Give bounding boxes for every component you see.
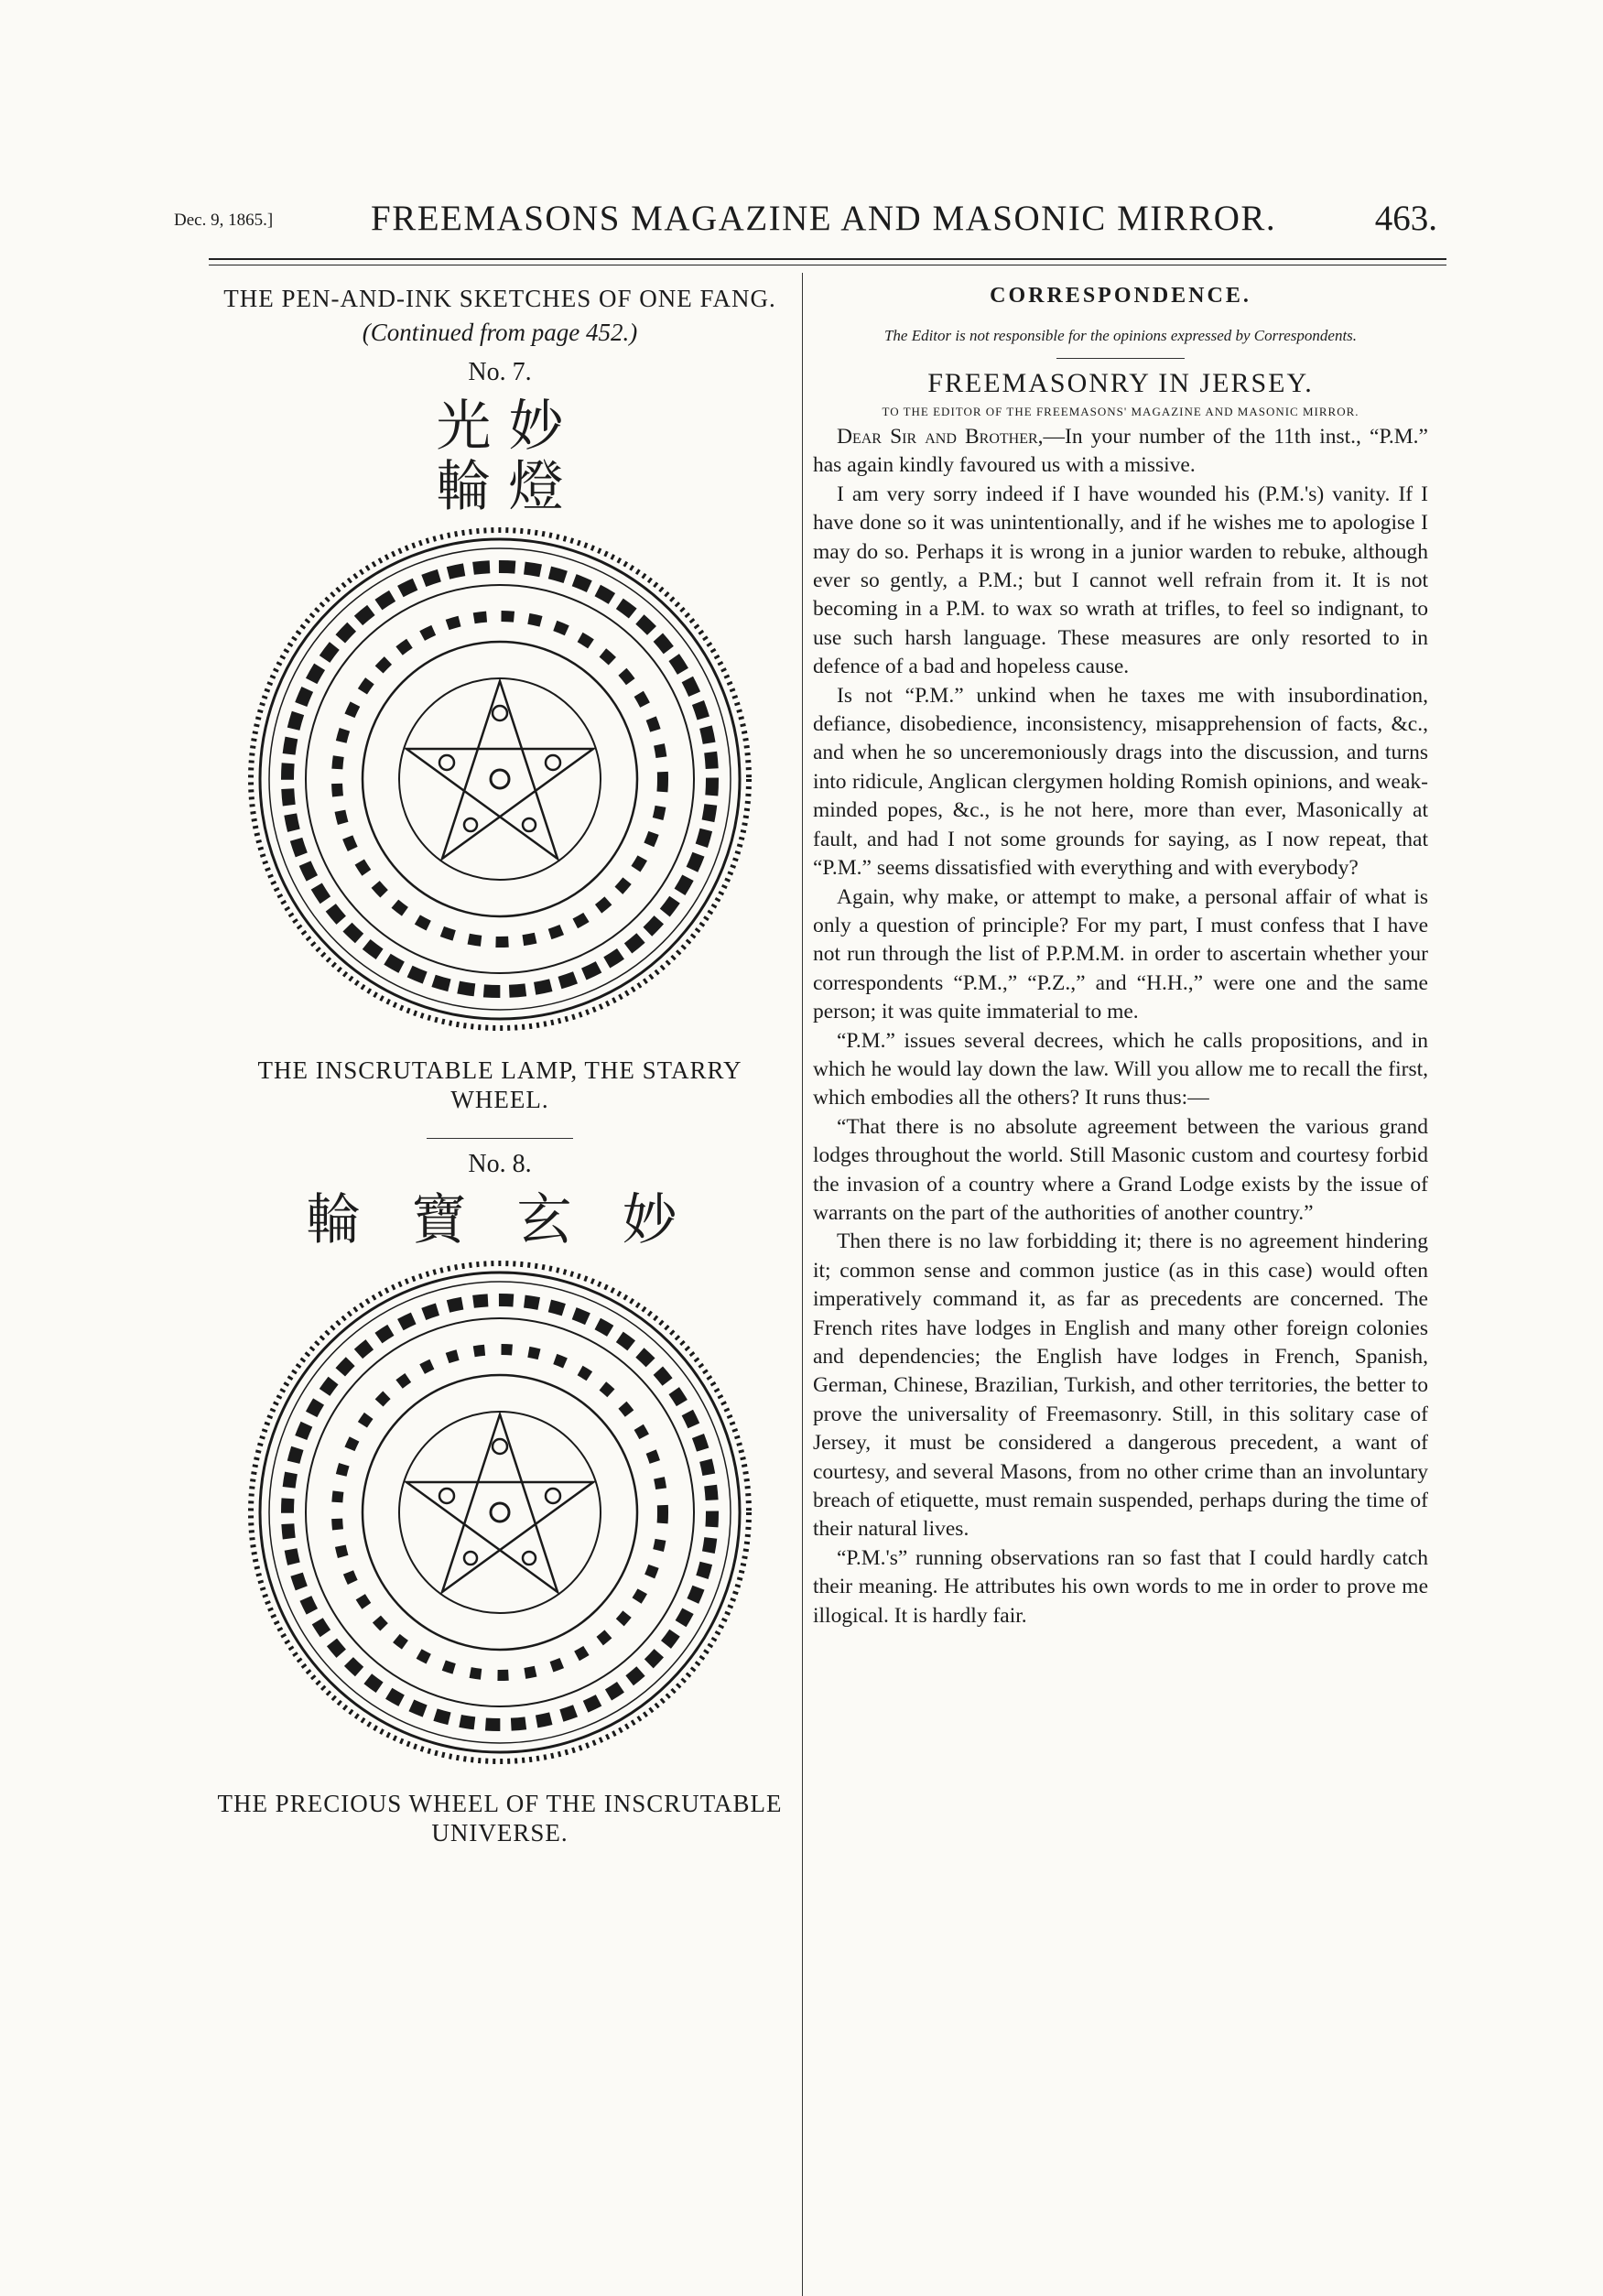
quoted-paragraph: “That there is no absolute agreement between the various grand lodges throughout the world. Still Masonic custom and courtesy forbid the invasion of a country where a Grand Lodge exists by the issue of warrants on the part of the authorities of another country.” [813, 1114, 1428, 1225]
separator [427, 1138, 573, 1139]
sketch-caption: THE PRECIOUS WHEEL OF THE INSCRUTABLE UNIVERSE. [217, 1790, 783, 1847]
separator [1056, 358, 1185, 359]
letter-heading: FREEMASONRY IN JERSEY. [927, 368, 1314, 398]
column-divider [802, 273, 803, 2296]
chinese-inscription: 光 妙 輪 燈 [436, 395, 564, 519]
paragraph: I am very sorry indeed if I have wounded his (P.M.'s) vanity. If I have done so it was unintentionally, and if he wishes me to apologise I may do so. Perhaps it is wrong in a junior warden to rebuke, although ever so gently, a P.M.; but I cannot well refrain from it. It is not becoming in a P.M. to wax so wrath at trifles, to feel so indignant, to use such harsh language. These measures are only resorted to in defence of a bad and hopeless cause. [813, 482, 1428, 679]
starry-wheel-illustration [244, 523, 756, 1035]
sketch-caption: THE INSCRUTABLE LAMP, THE STARRY WHEEL. [257, 1056, 742, 1113]
sketch-number: No. 8. [468, 1150, 532, 1178]
magazine-title: FREEMASONS MAGAZINE AND MASONIC MIRROR. [371, 199, 1277, 238]
page-number: 463. [1374, 199, 1437, 238]
chinese-inscription: 輪 寶 玄 妙 [306, 1188, 694, 1252]
article-title: THE PEN-AND-INK SKETCHES OF ONE FANG. [223, 285, 776, 312]
paragraph: Is not “P.M.” unkind when he taxes me with insubordination, defiance, disobedience, inconsistency, misapprehension of facts, &c., and when he so unceremoniously drags into the discussion, and turns into ridicule, Anglican clergymen holding Romish opinions, and weak-minded popes, &c., is he not here, more than ever, Masonically at fault, and had I not some grounds for saying, as I now repeat, that “P.M.” seems dissatisfied with everything and with everybody? [813, 683, 1428, 881]
page-header [165, 196, 1437, 251]
precious-wheel-illustration [244, 1256, 756, 1769]
left-column [209, 284, 791, 1847]
issue-date: Dec. 9, 1865.] [174, 211, 274, 230]
letter-address: TO THE EDITOR OF THE FREEMASONS' MAGAZINE AND MASONIC MIRROR. [882, 405, 1359, 418]
continued-note: (Continued from page 452.) [362, 319, 638, 346]
header-rule [209, 258, 1446, 260]
paragraph: Dear Sir and Brother,—In your number of the 11th inst., “P.M.” has again kindly favoured us with a missive. [813, 425, 1428, 478]
paragraph: Again, why make, or attempt to make, a personal affair of what is only a question of principle? For my part, I must confess that I have not run through the list of P.P.M.M. in order to ascertain whether your correspondents “P.M.,” “P.Z.,” and “H.H.,” were one and the same person; it was quite immaterial to me. [813, 884, 1428, 1024]
paragraph: “P.M.” issues several decrees, which he calls propositions, and in which he would lay down the law. Will you allow me to recall the first, which embodies all the others? It runs thus:— [813, 1028, 1428, 1110]
paragraph: “P.M.'s” running observations ran so fast that I could hardly catch their meaning. He attributes his own words to me in order to prove me illogical. It is hardly fair. [813, 1545, 1428, 1628]
letter-body [813, 423, 1428, 1630]
section-heading: CORRESPONDENCE. [990, 284, 1251, 308]
salutation: Dear Sir and Brother, [837, 425, 1044, 449]
editor-disclaimer: The Editor is not responsible for the opinions expressed by Correspondents. [883, 327, 1358, 344]
paragraph: Then there is no law forbidding it; there is no agreement hindering it; common sense and common justice (as in this case) would often imperatively command it, as far as precedents are concerned. The French rites have lodges in English and many other foreign colonies and dependencies; the English have lodges in French, Spanish, German, Chinese, Brazilian, Turkish, and other territories, the better to prove the universality of Freemasonry. Still, in this solitary case of Jersey, it must be considered a dangerous precedent, a want of courtesy, and several Masons, from no other crime than an involuntary breach of etiquette, must remain suspended, perhaps during the time of their natural lives. [813, 1229, 1428, 1542]
sketch-number: No. 7. [468, 358, 532, 386]
right-column [813, 284, 1428, 1630]
